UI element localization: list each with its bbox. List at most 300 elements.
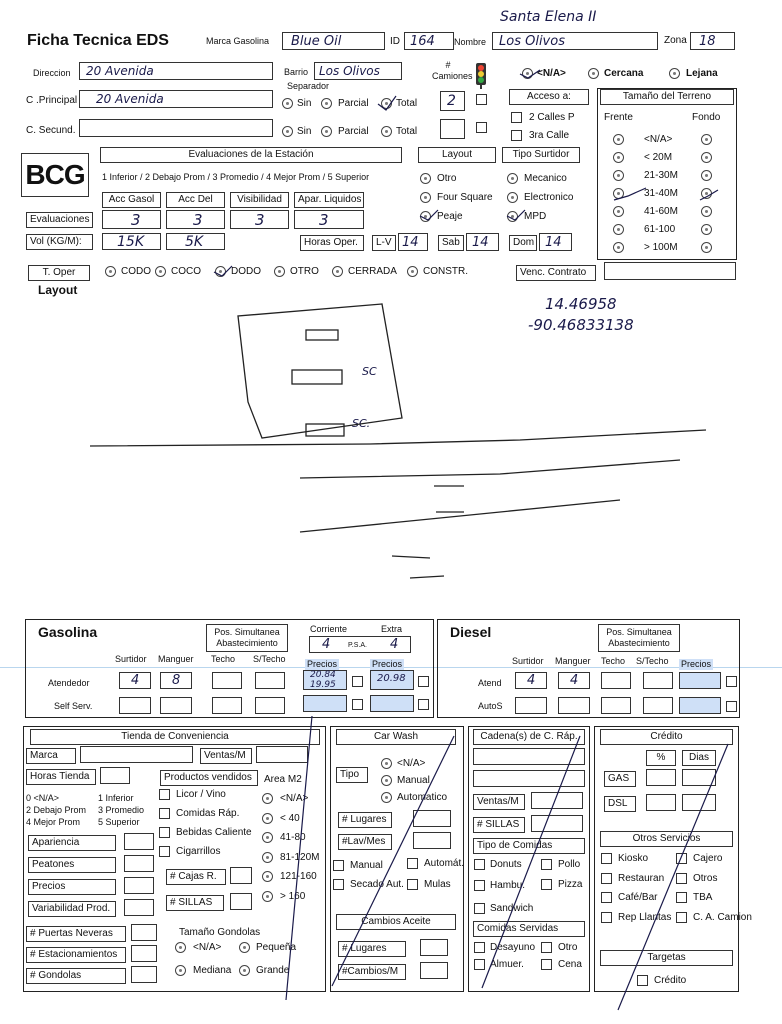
g-precio-extra-check[interactable] (418, 676, 429, 687)
autos-label: AutoS (478, 701, 503, 711)
fondo-radio-1[interactable] (701, 152, 712, 163)
cprincipal-label: C .Principal (26, 95, 78, 106)
eval-acc-del: Acc Del (166, 192, 225, 208)
frente-radio-1[interactable] (613, 152, 624, 163)
top-note: Santa Elena II (500, 9, 597, 25)
donuts-check[interactable] (474, 859, 485, 870)
direccion-label: Direccion (33, 68, 71, 78)
g-precio-1-value: 20.84 (310, 670, 336, 680)
area-radio-4[interactable] (262, 871, 273, 882)
nombre-field[interactable] (492, 32, 658, 50)
fondo-radio-3[interactable] (701, 188, 712, 199)
diesel-title: Diesel (450, 624, 492, 640)
zona-label: Zona (664, 35, 687, 46)
producto-check-1[interactable] (159, 808, 170, 819)
surtidor-electronico-radio[interactable] (507, 192, 518, 203)
frente-radio-2[interactable] (613, 170, 624, 181)
gasolina-title: Gasolina (38, 624, 98, 640)
surtidor-electronico-label: Electronico (524, 192, 574, 203)
sab-label: Sab (438, 235, 464, 251)
tienda-eval-field-0[interactable] (124, 833, 154, 850)
g-self-stecho-field[interactable] (255, 697, 285, 714)
layout-otro-radio[interactable] (420, 173, 431, 184)
ca-mes-label: #Cambios/M (338, 964, 406, 980)
d-col-techo: Techo (601, 656, 626, 666)
prox-cercana-label: Cercana (604, 68, 644, 79)
otros-label-7: C. A. Camion (693, 911, 752, 923)
fondo-radio-2[interactable] (701, 170, 712, 181)
acceso-header: Acceso a: (509, 89, 589, 105)
acceso-3ra-label: 3ra Calle (529, 130, 570, 141)
acceso-2calles-label: 2 Calles P (529, 112, 575, 123)
tienda-header: Tienda de Conveniencia (30, 729, 320, 745)
form-title: Ficha Tecnica EDS (27, 32, 169, 49)
tienda-eval-label-1: Peatones (28, 857, 116, 873)
layout-type-header: Layout (418, 147, 496, 163)
surtidor-mecanico-label: Mecanico (524, 173, 567, 184)
estac-label: # Estacionamientos (26, 947, 126, 963)
terreno-option-1: < 20M (644, 152, 673, 163)
sep-sin-radio[interactable] (282, 98, 293, 109)
area-label: Area M2 (264, 774, 302, 785)
prox-na-radio[interactable] (522, 68, 533, 79)
tam-pequena-label: Pequeña (256, 942, 297, 953)
cadena-field-1[interactable] (473, 748, 585, 765)
scale-5: 5 Superior (98, 817, 140, 827)
sin-label-2: Sin (297, 126, 312, 137)
otros-label-3: Otros (693, 872, 718, 884)
bcg-logo (21, 153, 89, 197)
tam-pequena-radio[interactable] (239, 942, 250, 953)
csecund-label: C. Secund. (26, 125, 76, 136)
vol-gasol-field[interactable] (102, 233, 161, 250)
g-self-techo-field[interactable] (212, 697, 242, 714)
otros-check-1[interactable] (676, 853, 687, 864)
pct-label: % (646, 750, 676, 766)
cw-manual-check[interactable] (333, 860, 344, 871)
id-field[interactable] (404, 32, 454, 50)
tienda-eval-field-3[interactable] (124, 899, 154, 916)
producto-label-3: Cigarrillos (176, 846, 221, 857)
cw-lavmes-label: #Lav/Mes (338, 834, 392, 850)
prox-na-label: <N/A> (537, 68, 566, 79)
frente-radio-4[interactable] (613, 206, 624, 217)
credito-header: Crédito (600, 729, 733, 745)
cw-automat-check[interactable] (407, 858, 418, 869)
otros-label-0: Kiosko (618, 853, 649, 864)
d-autos-precio-field[interactable] (679, 697, 721, 714)
parcial-label: Parcial (338, 98, 369, 109)
lv-value: 14 (402, 235, 419, 250)
producto-check-0[interactable] (159, 789, 170, 800)
venc-contrato-field[interactable] (604, 262, 736, 280)
d-autos-manguer-field[interactable] (558, 697, 590, 714)
cw-secado-label: Secado Aut. (350, 879, 404, 890)
tienda-eval-label-3: Variabilidad Prod. (28, 901, 116, 917)
camiones-value: 2 (447, 93, 456, 109)
cw-mulas-check[interactable] (407, 879, 418, 890)
ca-lugares-label: # Lugares (338, 941, 406, 957)
nombre-label: Nombre (454, 37, 487, 47)
dsl-label: DSL (604, 796, 636, 812)
g-self-precio-2-field[interactable] (370, 695, 414, 712)
hambu-check[interactable] (474, 880, 485, 891)
d-col-surtidor: Surtidor (512, 656, 544, 666)
g-techo-field[interactable] (212, 672, 242, 689)
cw-manual-check-label: Manual (350, 860, 383, 871)
frente-radio-0[interactable] (613, 134, 624, 145)
venc-contrato-label: Venc. Contrato (516, 265, 596, 281)
separador-label: Separador (287, 81, 330, 91)
t-oper-option-2: DODO (231, 266, 261, 277)
producto-label-1: Comidas Ráp. (176, 808, 240, 819)
sec-parcial-radio[interactable] (321, 126, 332, 137)
cw-na-label: <N/A> (397, 758, 426, 769)
eval-acc-del-field[interactable] (166, 210, 225, 229)
marca-field[interactable] (282, 32, 385, 50)
prox-lejana-label: Lejana (686, 68, 718, 79)
g-stecho-field[interactable] (255, 672, 285, 689)
gasolina-pos-label: Pos. Simultanea Abastecimiento (206, 624, 288, 652)
otros-label-6: Rep Llantas (618, 911, 672, 923)
cw-manual-radio[interactable] (381, 775, 392, 786)
surtidor-mpd-radio[interactable] (507, 211, 518, 222)
d-stecho-field[interactable] (643, 672, 673, 689)
area-radio-0[interactable] (262, 793, 273, 804)
g-col-manguer: Manguer (158, 654, 194, 664)
d-precio-check[interactable] (726, 676, 737, 687)
d-autos-surtidor-field[interactable] (515, 697, 547, 714)
frente-radio-6[interactable] (613, 242, 624, 253)
estac-field[interactable] (131, 945, 157, 962)
scale-4: 4 Mejor Prom (26, 817, 81, 827)
eval-value-1: 3 (131, 211, 141, 229)
cadena-ventas-label: Ventas/M (473, 794, 525, 810)
d-col-manguer: Manguer (555, 656, 591, 666)
tam-mediana-label: Mediana (193, 965, 232, 976)
otros-label-5: TBA (693, 892, 713, 903)
zona-field[interactable] (690, 32, 735, 50)
tam-mediana-radio[interactable] (175, 965, 186, 976)
pollo-check[interactable] (541, 859, 552, 870)
cw-na-radio[interactable] (381, 758, 392, 769)
cw-automat-check-label: Automát. (424, 858, 465, 869)
frente-radio-3[interactable] (613, 188, 624, 199)
eval-visibilidad: Visibilidad (230, 192, 289, 208)
camiones-checkbox-2[interactable] (476, 122, 487, 133)
cw-lugares-field[interactable] (413, 810, 451, 827)
marca-value: Blue Oil (291, 34, 342, 49)
surtidor-mecanico-radio[interactable] (507, 173, 518, 184)
gas-label: GAS (604, 771, 636, 787)
camiones-field-2[interactable] (440, 119, 465, 139)
barrio-field[interactable] (314, 62, 402, 80)
g-surtidor-value: 4 (131, 673, 140, 688)
g-manguer-field[interactable] (160, 672, 192, 689)
terreno-header: Tamaño del Terreno (600, 89, 734, 105)
vol-value-1: 15K (117, 234, 144, 250)
dsl-dias-field[interactable] (682, 794, 716, 811)
terreno-option-2: 21-30M (644, 170, 678, 181)
vol-value-2: 5K (185, 234, 204, 250)
otros-servicios-header: Otros Servicios (600, 831, 733, 847)
coordinate-lat: 14.46958 (545, 295, 617, 313)
eval-apar-liquidos: Apar. Liquidos (294, 192, 364, 208)
g-precio-corriente-field[interactable] (303, 670, 347, 690)
ca-lugares-field[interactable] (420, 939, 448, 956)
corriente-label: Corriente (310, 624, 348, 634)
area-label-4: 121-160 (280, 871, 317, 882)
otros-check-4[interactable] (601, 892, 612, 903)
vol-del-field[interactable] (166, 233, 225, 250)
eval-scale: 1 Inferior / 2 Debajo Prom / 3 Promedio / 4 Mejor Prom / 5 Superior (102, 172, 370, 182)
g-surtidor-field[interactable] (119, 672, 151, 689)
eval-apar-field[interactable] (294, 210, 364, 229)
cadena-sillas-field[interactable] (531, 815, 583, 832)
corriente-value: 4 (322, 637, 331, 652)
diesel-pos-label: Pos. Simultanea Abastecimiento (598, 624, 680, 652)
cena-check[interactable] (541, 959, 552, 970)
area-label-5: > 160 (280, 890, 306, 902)
tam-na-label: <N/A> (193, 942, 222, 953)
d-autos-precio-check[interactable] (726, 701, 737, 712)
self-serv-label: Self Serv. (54, 701, 93, 711)
eval-value-4: 3 (319, 211, 329, 229)
t-oper-option-0: CODO (121, 266, 151, 277)
d-autos-stecho-field[interactable] (643, 697, 673, 714)
sin-label: Sin (297, 98, 312, 109)
tienda-sillas-field[interactable] (230, 893, 252, 910)
d-precios: Precios (681, 659, 712, 669)
gas-dias-field[interactable] (682, 769, 716, 786)
gas-pct-field[interactable] (646, 769, 676, 786)
direccion-field[interactable] (79, 62, 273, 80)
cprincipal-field[interactable] (79, 90, 273, 108)
sec-sin-radio[interactable] (282, 126, 293, 137)
t-oper-option-1: COCO (171, 266, 201, 277)
t-oper-label: T. Oper (28, 265, 90, 281)
fondo-radio-4[interactable] (701, 206, 712, 217)
sab-field[interactable] (466, 233, 499, 251)
traffic-light-icon (473, 63, 489, 89)
otros-check-6[interactable] (601, 912, 612, 923)
area-radio-3[interactable] (262, 852, 273, 863)
targetas-header: Targetas (600, 950, 733, 966)
t-oper-option-5: CONSTR. (423, 266, 468, 277)
layout-foursquare-label: Four Square (437, 192, 493, 203)
otro-comida-check[interactable] (541, 942, 552, 953)
t-oper-radio-0[interactable] (105, 266, 116, 277)
t-oper-radio-3[interactable] (274, 266, 285, 277)
donuts-label: Donuts (490, 859, 522, 870)
parcial-label-2: Parcial (338, 126, 369, 137)
dom-label: Dom (509, 235, 537, 251)
d-autos-techo-field[interactable] (601, 697, 631, 714)
cw-mulas-label: Mulas (424, 879, 451, 890)
comidas-servidas-header: Comidas Servidas (473, 921, 585, 937)
g-col-surtidor: Surtidor (115, 654, 147, 664)
psa-label: P.S.A. (348, 642, 367, 649)
cw-lavmes-field[interactable] (413, 832, 451, 849)
atendedor-label: Atendedor (48, 678, 90, 688)
lv-label: L-V (372, 235, 396, 251)
credito-check[interactable] (637, 975, 648, 986)
g-precio-extra-field[interactable] (370, 670, 414, 690)
pizza-check[interactable] (541, 879, 552, 890)
lv-field[interactable] (398, 233, 428, 251)
scale-1: 1 Inferior (98, 793, 134, 803)
camiones-field[interactable] (440, 91, 465, 111)
g-precios-2: Precios (372, 659, 403, 669)
layout-foursquare-radio[interactable] (420, 192, 431, 203)
t-oper-option-3: OTRO (290, 266, 319, 277)
cw-manual-label: Manual (397, 775, 430, 786)
id-value: 164 (410, 34, 435, 49)
sec-total-radio[interactable] (381, 126, 392, 137)
acceso-3ra-checkbox[interactable] (511, 130, 522, 141)
layout-peaje-radio[interactable] (420, 211, 431, 222)
productos-label: Productos vendidos (160, 770, 258, 786)
cadena-field-2[interactable] (473, 770, 585, 787)
nombre-value: Los Olivos (499, 34, 565, 49)
g-precio-corriente-check[interactable] (352, 676, 363, 687)
g-self-precio-1-field[interactable] (303, 695, 347, 712)
scale-3: 3 Promedio (98, 805, 145, 815)
atend-label: Atend (478, 678, 502, 688)
desayuno-check[interactable] (474, 942, 485, 953)
area-radio-1[interactable] (262, 813, 273, 824)
csecund-field[interactable] (79, 119, 273, 137)
d-techo-field[interactable] (601, 672, 631, 689)
eval-visibilidad-field[interactable] (230, 210, 289, 229)
producto-check-2[interactable] (159, 827, 170, 838)
camiones-checkbox[interactable] (476, 94, 487, 105)
d-manguer-value: 4 (570, 673, 579, 688)
d-surtidor-field[interactable] (515, 672, 547, 689)
tamano-gondolas-label: Tamaño Gondolas (179, 927, 261, 938)
producto-label-0: Licor / Vino (176, 789, 226, 800)
sketch-sc-label-2: SC. (352, 417, 371, 430)
eval-header: Evaluaciones de la Estación (100, 147, 402, 163)
prox-cercana-radio[interactable] (588, 68, 599, 79)
g-self-precio-2-check[interactable] (418, 699, 429, 710)
ca-mes-field[interactable] (420, 962, 448, 979)
dsl-pct-field[interactable] (646, 794, 676, 811)
tam-grande-label: Grande (256, 965, 290, 976)
cajas-field[interactable] (230, 867, 252, 884)
cena-label: Cena (558, 959, 582, 970)
barrio-label: Barrio (284, 67, 309, 77)
otros-label-4: Café/Bar (618, 892, 658, 903)
tienda-marca-label: Marca (26, 748, 76, 764)
t-oper-radio-1[interactable] (155, 266, 166, 277)
tipo-comidas-header: Tipo de Comidas (473, 838, 585, 854)
acceso-2calles-checkbox[interactable] (511, 112, 522, 123)
puertas-field[interactable] (131, 924, 157, 941)
zona-value: 18 (699, 34, 716, 49)
tienda-eval-label-0: Apariencia (28, 835, 116, 851)
dom-field[interactable] (539, 233, 572, 251)
tienda-eval-field-1[interactable] (124, 855, 154, 872)
area-radio-5[interactable] (262, 891, 273, 902)
sandwich-check[interactable] (474, 903, 485, 914)
carwash-tipo-label: Tipo (336, 767, 368, 783)
almuer-label: Almuer. (490, 959, 524, 970)
almuer-check[interactable] (474, 959, 485, 970)
cadena-ventas-field[interactable] (531, 792, 583, 809)
cprincipal-value: 20 Avenida (96, 92, 164, 106)
otros-check-0[interactable] (601, 853, 612, 864)
t-oper-radio-5[interactable] (407, 266, 418, 277)
terreno-option-5: 61-100 (644, 224, 676, 235)
g-self-manguer-field[interactable] (160, 697, 192, 714)
fondo-radio-5[interactable] (701, 224, 712, 235)
sep-parcial-radio[interactable] (321, 98, 332, 109)
cw-secado-check[interactable] (333, 879, 344, 890)
otros-check-5[interactable] (676, 892, 687, 903)
terreno-option-4: 41-60M (644, 206, 678, 217)
frente-label: Frente (604, 112, 633, 123)
scale-2: 2 Debajo Prom (26, 805, 87, 815)
camiones-label: # Camiones (432, 60, 473, 81)
otros-check-7[interactable] (676, 912, 687, 923)
eval-acc-gasol-field[interactable] (102, 210, 161, 229)
d-precio-field[interactable] (679, 672, 721, 689)
tienda-ventas-field[interactable] (256, 746, 308, 763)
scale-0: 0 <N/A> (26, 793, 60, 803)
tienda-eval-field-2[interactable] (124, 877, 154, 894)
cw-automatico-radio[interactable] (381, 792, 392, 803)
t-oper-radio-2[interactable] (215, 266, 226, 277)
total-label: Total (396, 98, 418, 109)
area-label-3: 81-120M (280, 851, 320, 863)
d-manguer-field[interactable] (558, 672, 590, 689)
otros-check-2[interactable] (601, 873, 612, 884)
otros-check-3[interactable] (676, 873, 687, 884)
g-manguer-value: 8 (172, 673, 181, 688)
otro-comida-label: Otro (558, 942, 578, 953)
sep-total-radio[interactable] (381, 98, 392, 109)
g-precio-1b-value: 19.95 (310, 680, 336, 690)
cadena-header: Cadena(s) de C. Ráp. (473, 729, 585, 745)
eval-value-2: 3 (193, 211, 203, 229)
tam-na-radio[interactable] (175, 942, 186, 953)
gondolas-label: # Gondolas (26, 968, 126, 984)
fondo-radio-0[interactable] (701, 134, 712, 145)
area-radio-2[interactable] (262, 832, 273, 843)
psa-field[interactable] (309, 636, 411, 653)
horas-tienda-field[interactable] (100, 767, 130, 784)
credito-check-label: Crédito (654, 975, 687, 986)
tienda-marca-field[interactable] (80, 746, 193, 763)
terreno-option-3: 31-40M (644, 188, 678, 199)
vol-label: Vol (KG/M): (26, 234, 93, 250)
area-label-1: < 40 (280, 812, 300, 824)
prox-lejana-radio[interactable] (669, 68, 680, 79)
producto-check-3[interactable] (159, 846, 170, 857)
g-self-surtidor-field[interactable] (119, 697, 151, 714)
otros-label-2: Restauran (618, 872, 665, 884)
frente-radio-5[interactable] (613, 224, 624, 235)
hambu-label: Hambu. (490, 880, 526, 891)
eval-value-3: 3 (255, 211, 265, 229)
g-self-precio-1-check[interactable] (352, 699, 363, 710)
t-oper-radio-4[interactable] (332, 266, 343, 277)
tienda-eval-label-2: Precios (28, 879, 116, 895)
fondo-radio-6[interactable] (701, 242, 712, 253)
gondolas-field[interactable] (131, 966, 157, 983)
tam-grande-radio[interactable] (239, 965, 250, 976)
